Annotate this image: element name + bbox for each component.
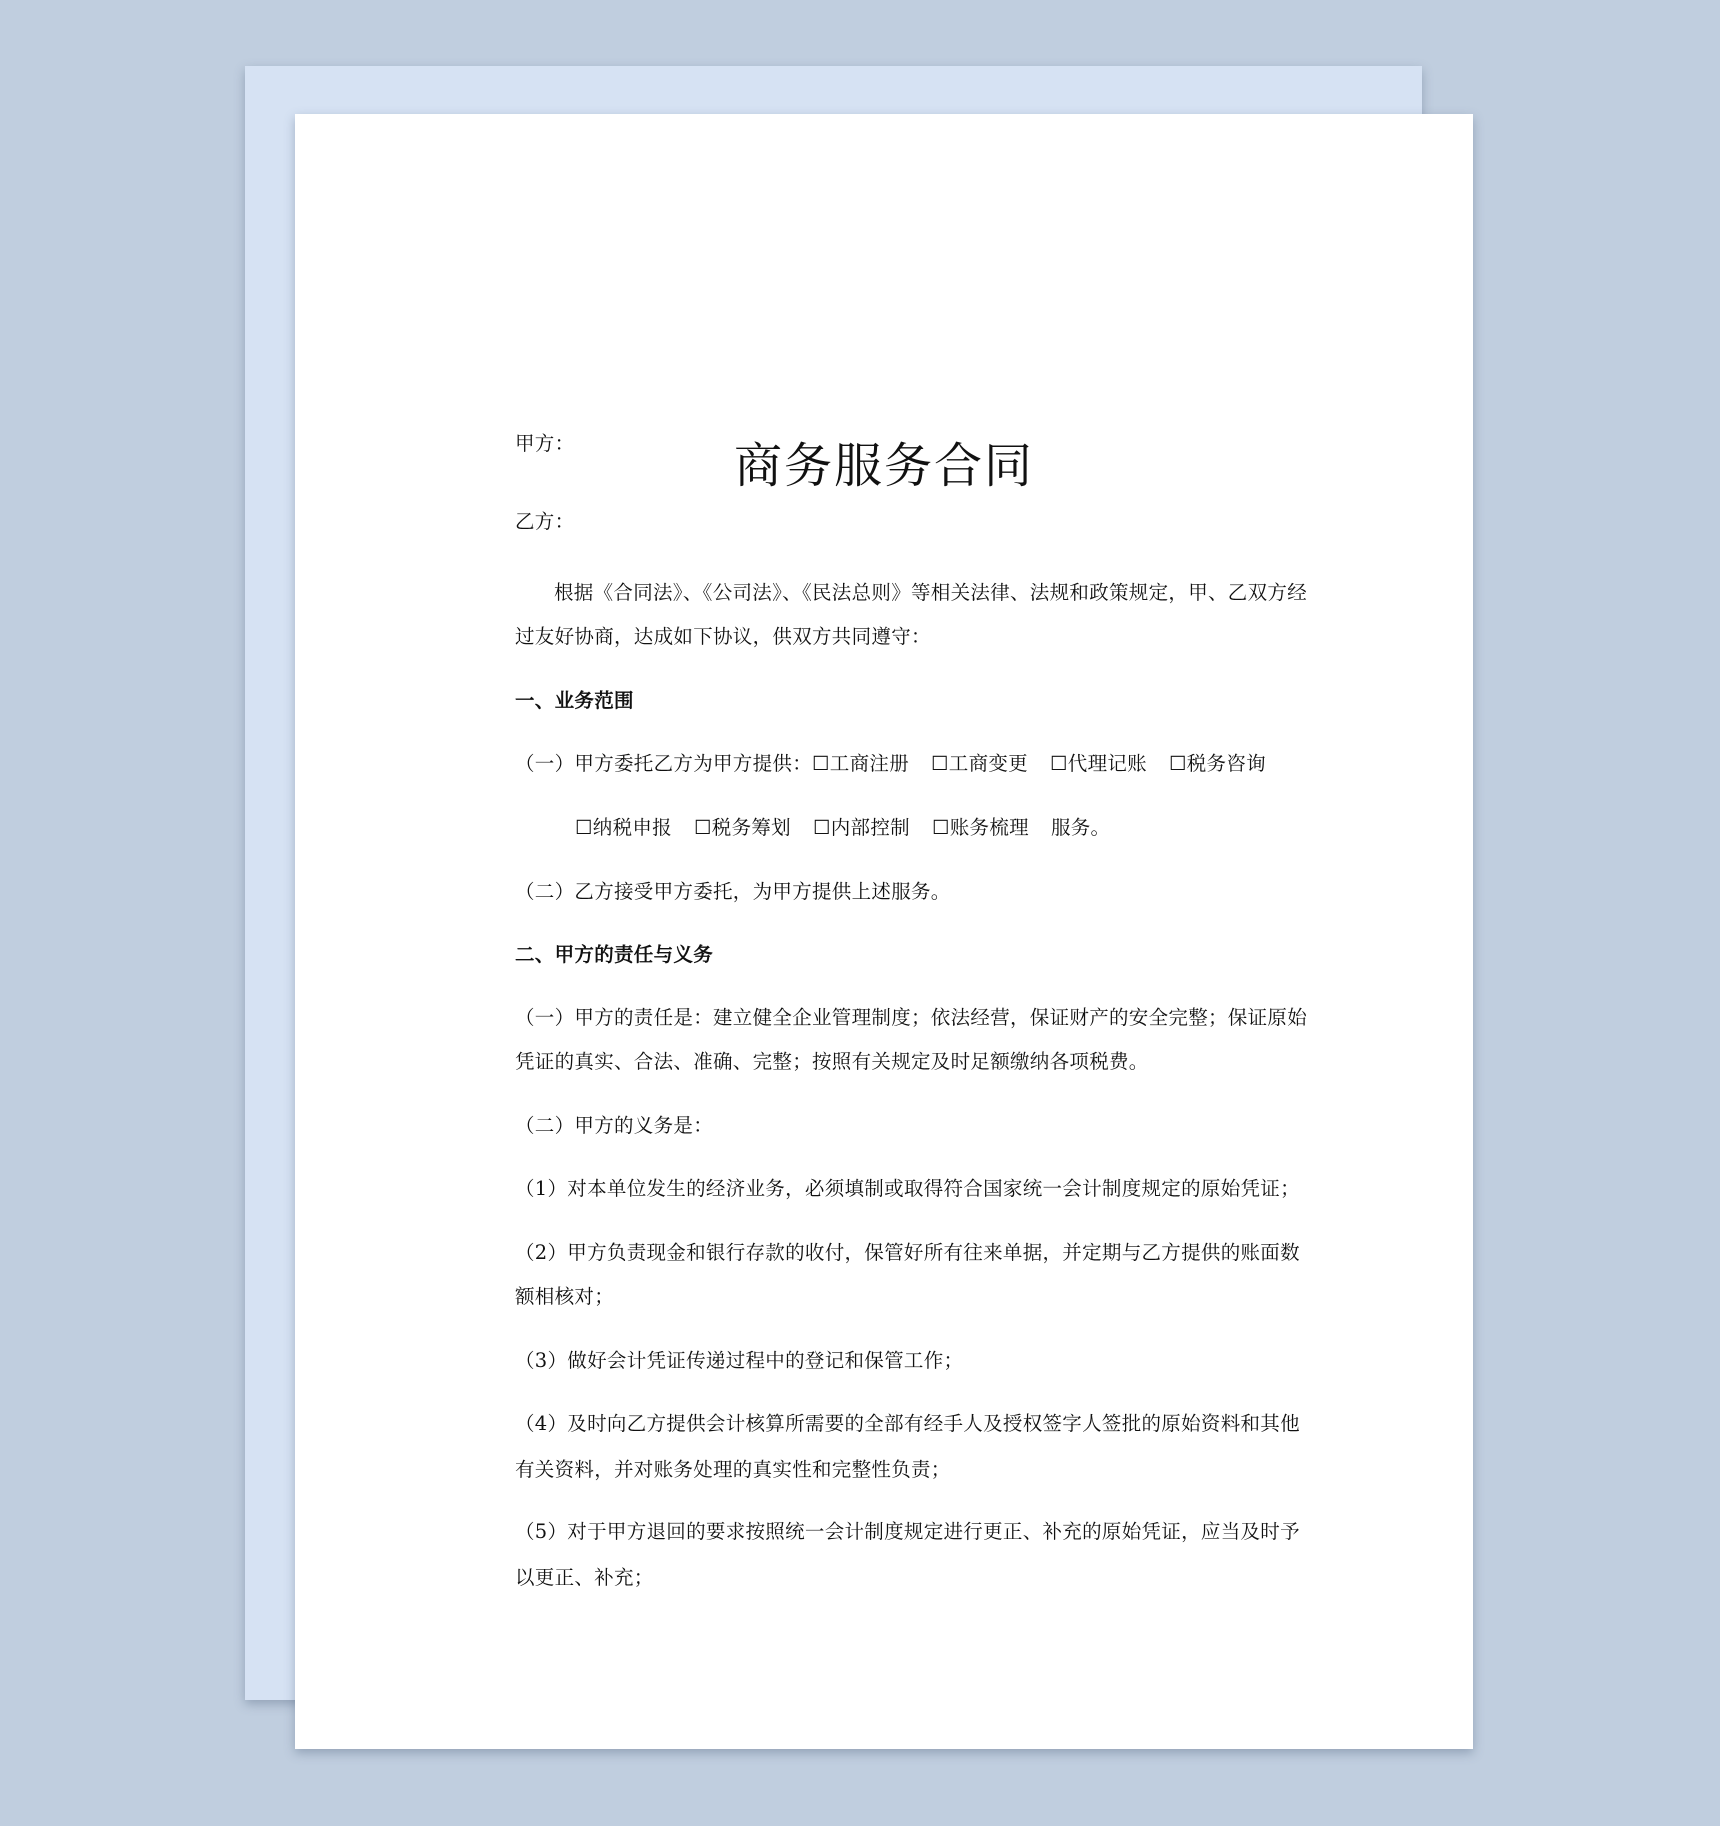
option-checkbox[interactable]: ☐税务筹划 bbox=[693, 816, 791, 839]
service-options-row-1 bbox=[515, 751, 1288, 777]
item1-suffix: 服务。 bbox=[1050, 816, 1111, 839]
document-page bbox=[295, 114, 1473, 1749]
intro-line-1: 根据《合同法》、《公司法》、《民法总则》等相关法律、法规和政策规定，甲、乙双方经 bbox=[554, 581, 1308, 604]
option-checkbox[interactable]: ☐账务梳理 bbox=[931, 816, 1029, 839]
party-b-label: 乙方： bbox=[515, 510, 575, 533]
party-a-label: 甲方： bbox=[515, 432, 575, 455]
responsibility-line-2: 凭证的真实、合法、准确、完整；按照有关规定及时足额缴纳各项税费。 bbox=[515, 1050, 1149, 1073]
duty-heading: （二）甲方的义务是： bbox=[515, 1114, 714, 1137]
option-checkbox[interactable]: ☐代理记账 bbox=[1049, 752, 1147, 775]
duty-5-line-1: （5）对于甲方退回的要求按照统一会计制度规定进行更正、补充的原始凭证，应当及时予 bbox=[515, 1520, 1300, 1543]
responsibility-line-1: （一）甲方的责任是：建立健全企业管理制度；依法经营，保证财产的安全完整；保证原始 bbox=[515, 1006, 1308, 1029]
item1-prefix: （一）甲方委托乙方为甲方提供： bbox=[515, 752, 813, 775]
option-checkbox[interactable]: ☐工商注册 bbox=[812, 752, 909, 775]
duty-4-line-2: 有关资料，并对账务处理的真实性和完整性负责； bbox=[515, 1458, 951, 1481]
option-checkbox[interactable]: ☐税务咨询 bbox=[1168, 752, 1266, 775]
duty-4-line-1: （4）及时向乙方提供会计核算所需要的全部有经手人及授权签字人签批的原始资料和其他 bbox=[515, 1412, 1300, 1435]
document-title: 商务服务合同 bbox=[733, 438, 1034, 494]
section1-item2: （二）乙方接受甲方委托，为甲方提供上述服务。 bbox=[515, 880, 951, 903]
duty-1: （1）对本单位发生的经济业务，必须填制或取得符合国家统一会计制度规定的原始凭证； bbox=[515, 1177, 1300, 1200]
service-options-row-2 bbox=[575, 815, 1110, 841]
duty-2-line-2: 额相核对； bbox=[515, 1285, 615, 1308]
section2-heading: 二、甲方的责任与义务 bbox=[515, 943, 714, 966]
duty-5-line-2: 以更正、补充； bbox=[515, 1566, 654, 1589]
duty-3: （3）做好会计凭证传递过程中的登记和保管工作； bbox=[515, 1349, 964, 1372]
option-checkbox[interactable]: ☐纳税申报 bbox=[575, 816, 672, 839]
section1-heading: 一、业务范围 bbox=[515, 689, 634, 712]
option-checkbox[interactable]: ☐内部控制 bbox=[812, 816, 910, 839]
intro-line-2: 过友好协商，达成如下协议，供双方共同遵守： bbox=[515, 625, 931, 648]
duty-2-line-1: （2）甲方负责现金和银行存款的收付，保管好所有往来单据，并定期与乙方提供的账面数 bbox=[515, 1241, 1300, 1264]
option-checkbox[interactable]: ☐工商变更 bbox=[931, 752, 1028, 775]
